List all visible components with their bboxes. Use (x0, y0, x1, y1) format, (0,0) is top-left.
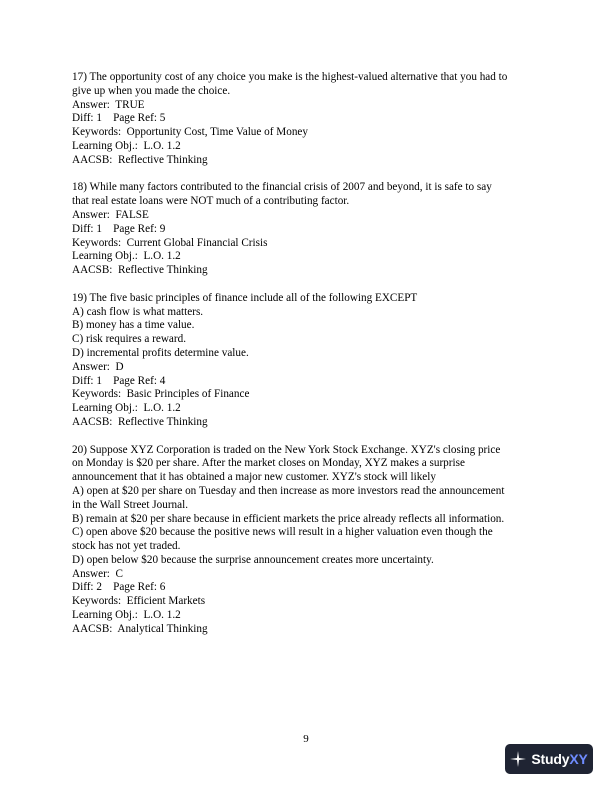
page-number: 9 (303, 733, 309, 745)
option-d: D) open below $20 because the surprise announcement creates more uncertainty. (72, 553, 434, 566)
question-line: 17) The opportunity cost of any choice you make is the highest-valued alternative that you had to (72, 71, 508, 83)
aacsb-line: AACSB: Reflective Thinking (72, 153, 208, 166)
answer-line: Answer: FALSE (72, 208, 149, 221)
difficulty-line: Diff: 1 Page Ref: 4 (72, 374, 166, 387)
difficulty-line: Diff: 1 Page Ref: 5 (72, 112, 166, 125)
aacsb-line: AACSB: Reflective Thinking (72, 264, 208, 277)
option-c: C) open above $20 because the positive news will result in a higher valuation even though the (72, 526, 493, 539)
keywords-line: Keywords: Basic Principles of Finance (72, 388, 250, 401)
question-line: 20) Suppose XYZ Corporation is traded on the New York Stock Exchange. XYZ's closing price (72, 443, 501, 456)
option-b: B) money has a time value. (72, 319, 195, 332)
answer-line: Answer: D (72, 360, 124, 373)
question-line: announcement that it has obtained a major new customer. XYZ's stock will likely (72, 471, 436, 484)
question-line: give up when you made the choice. (72, 84, 231, 97)
studyxy-logo-text (531, 751, 587, 767)
brand-study: Study (531, 751, 570, 767)
difficulty-line: Diff: 2 Page Ref: 6 (72, 581, 166, 594)
question-line: that real estate loans were NOT much of a contributing factor. (72, 195, 350, 208)
answer-line: Answer: TRUE (72, 98, 145, 111)
document-body (72, 71, 548, 650)
plus-sparkle-icon (510, 751, 526, 767)
option-c: C) risk requires a reward. (72, 333, 187, 346)
brand-xy: XY (569, 751, 588, 767)
question-20 (72, 444, 548, 637)
keywords-line: Keywords: Opportunity Cost, Time Value of Money (72, 126, 308, 139)
option-a: A) open at $20 per share on Tuesday and then increase as more investors read the announcement (72, 484, 505, 497)
learning-objective-line: Learning Obj.: L.O. 1.2 (72, 250, 181, 263)
option-c-continued: stock has not yet traded. (72, 540, 181, 553)
keywords-line: Keywords: Current Global Financial Crisis (72, 236, 268, 249)
option-a: A) cash flow is what matters. (72, 305, 204, 318)
question-18 (72, 181, 548, 278)
question-line: 19) The five basic principles of finance include all of the following EXCEPT (72, 291, 418, 304)
question-19 (72, 292, 548, 430)
aacsb-line: AACSB: Analytical Thinking (72, 622, 208, 635)
question-17 (72, 71, 548, 168)
difficulty-line: Diff: 1 Page Ref: 9 (72, 222, 166, 235)
learning-objective-line: Learning Obj.: L.O. 1.2 (72, 139, 181, 152)
option-a-continued: in the Wall Street Journal. (72, 498, 189, 511)
studyxy-badge[interactable] (505, 744, 593, 774)
keywords-line: Keywords: Efficient Markets (72, 595, 206, 608)
question-line: on Monday is $20 per share. After the market closes on Monday, XYZ makes a surprise (72, 457, 465, 470)
answer-line: Answer: C (72, 567, 123, 580)
question-line: 18) While many factors contributed to the financial crisis of 2007 and beyond, it is safe to say (72, 181, 492, 194)
option-d: D) incremental profits determine value. (72, 346, 249, 359)
aacsb-line: AACSB: Reflective Thinking (72, 415, 208, 428)
learning-objective-line: Learning Obj.: L.O. 1.2 (72, 402, 181, 415)
learning-objective-line: Learning Obj.: L.O. 1.2 (72, 609, 181, 622)
option-b: B) remain at $20 per share because in efficient markets the price already reflects all information. (72, 512, 505, 525)
